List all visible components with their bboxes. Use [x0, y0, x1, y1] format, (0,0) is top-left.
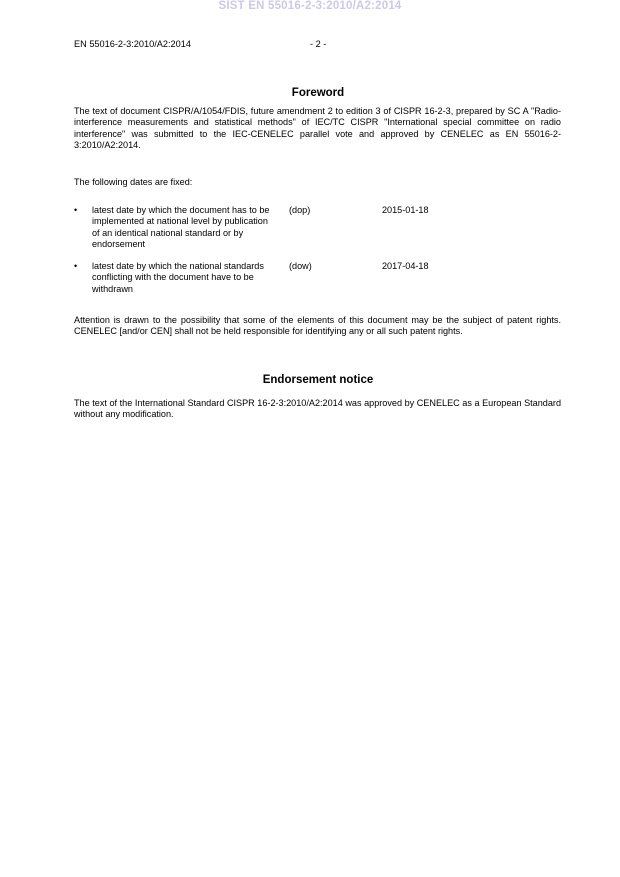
bullet: • — [74, 205, 78, 215]
bullet: • — [74, 261, 78, 271]
watermark: SIST EN 55016-2-3:2010/A2:2014 — [218, 0, 402, 12]
dates-list — [74, 205, 562, 309]
foreword-title: Foreword — [291, 87, 345, 99]
list-item — [74, 261, 562, 309]
list-item — [74, 205, 562, 261]
foreword-intro: The text of document CISPR/A/1054/FDIS, future amendment 2 to edition 3 of CISPR 16-2-3, prepared by SC A "Radio-interference measurements and statistical methods" of IEC/TC CISPR "International special committee on radio interference" was submitted to the IEC-CENELEC parallel vote and approved by CENELEC as EN 55016-2-3:2010/A2:2014. — [74, 106, 561, 151]
dates-intro: The following dates are fixed: — [74, 177, 193, 187]
date-description: latest date by which the national standards conflicting with the document have to be withdrawn — [92, 261, 264, 294]
endorsement-text: The text of the International Standard CISPR 16-2-3:2010/A2:2014 was approved by CENELEC as a European Standard without any modification. — [74, 398, 561, 420]
date-description: latest date by which the document has to be implemented at national level by publication of an identical national standard or by endorsement — [92, 205, 270, 250]
date-value: 2017-04-18 — [382, 261, 429, 271]
date-code: (dow) — [289, 261, 312, 271]
date-code: (dop) — [289, 205, 311, 215]
patent-notice: Attention is drawn to the possibility that some of the elements of this document may be the subject of patent rights. CENELEC [and/or CEN] shall not be held responsible for identifying any or all such patent rights. — [74, 315, 561, 337]
page-number: - 2 - — [310, 39, 327, 49]
date-value: 2015-01-18 — [382, 205, 429, 215]
document-id: EN 55016-2-3:2010/A2:2014 — [74, 39, 191, 49]
endorsement-title: Endorsement notice — [262, 374, 374, 386]
